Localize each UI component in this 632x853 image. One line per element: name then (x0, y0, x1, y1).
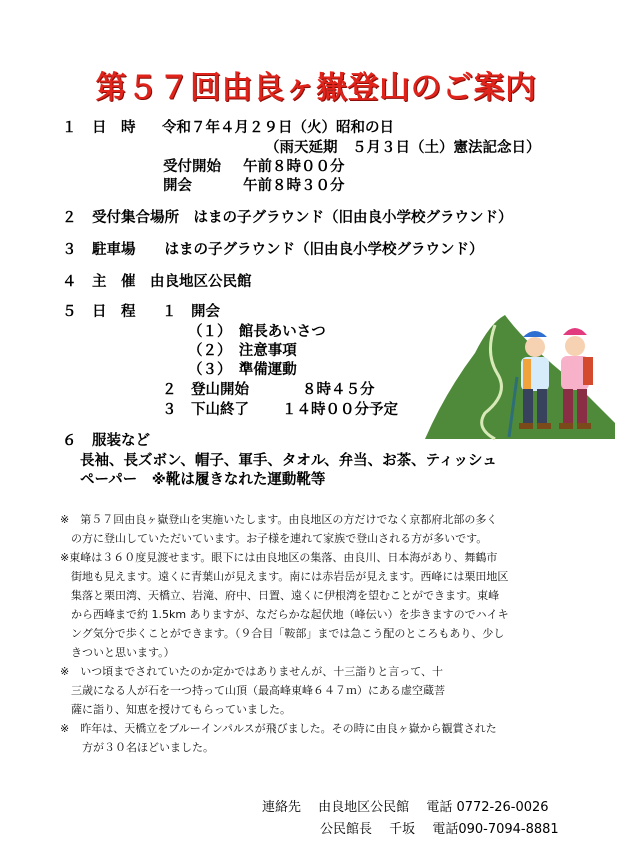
tel-label: 電話 (426, 800, 453, 815)
schedule-item-open: １ 開会 (162, 304, 220, 320)
section-organizer (62, 272, 252, 292)
schedule-sub-notes: （２） 注意事項 (188, 343, 297, 359)
opening-time: 午前８時３０分 (243, 178, 345, 194)
schedule-item-end (162, 400, 398, 420)
clothing-line-1: 長袖、長ズボン、帽子、軍手、タオル、弁当、お茶、ティッシュ (80, 453, 497, 469)
note-line: の方に登山していただいています。お子様を連れて家族で登山される方が多いです。 (60, 532, 488, 545)
section-label: 日 程 (92, 304, 136, 320)
page-title: 第５７回由良ヶ嶽登山のご案内 (95, 70, 537, 106)
section-number: ５ (62, 304, 77, 320)
end-time: １４時００分予定 (282, 402, 398, 418)
section-label: 日 時 (92, 120, 136, 136)
section-number: ２ (62, 210, 77, 226)
section-schedule (62, 302, 220, 322)
organizer-text: 主 催 由良地区公民館 (92, 274, 252, 290)
note-line: ※ 昨年は、天橋立をブルーインパルスが飛びました。その時に由良ヶ嶽から観賞された (60, 722, 497, 735)
tel-label: 電話 (432, 822, 459, 837)
person-name: 千坂 (389, 822, 416, 837)
section-parking (62, 240, 484, 260)
note-line: きついと思います。） (60, 646, 175, 659)
reception-time: 午前８時００分 (243, 159, 345, 175)
note-line: 集落と栗田湾、天橋立、岩滝、府中、日置、遠くに伊根湾を望むことができます。東峰 (60, 589, 500, 602)
section-clothing (62, 431, 150, 451)
note-line: ング気分で歩くことができます。（９合目「鞍部」までは急こう配のところもあり、少し (60, 627, 505, 640)
note-line: から西峰まで約 1.5km ありますが、なだらかな起伏地（峰伝い）を歩きますのでハイキ (60, 608, 509, 621)
reception-row (163, 157, 345, 177)
contact-line-2 (320, 818, 559, 837)
reception-label: 受付開始 (163, 159, 221, 175)
rain-date: （雨天延期 ５月３日（土）憲法記念日） (265, 140, 541, 156)
contact-org: 由良地区公民館 (318, 800, 410, 815)
contact-tel: 0772-26-0026 (456, 800, 549, 815)
end-label: ３ 下山終了 (162, 402, 249, 418)
section-label: 服装など (92, 433, 150, 449)
note-line: 薩に詣り、知恵を授けてもらっていました。 (60, 703, 291, 716)
hikers-illustration (425, 313, 615, 443)
section-number: １ (62, 120, 77, 136)
note-line: 三歳になる人が石を一つ持って山頂（最高峰東峰６４７ｍ）にある虚空蔵菩 (60, 684, 445, 697)
person-title: 公民館長 (320, 822, 373, 837)
contact-label: 連絡先 (262, 800, 302, 815)
opening-row (163, 176, 345, 196)
opening-label: 開会 (163, 178, 192, 194)
note-line: ※ いつ頃までされていたのか定かではありませんが、十三詣りと言って、十 (60, 665, 443, 678)
section-number: ６ (62, 433, 77, 449)
section-number: ３ (62, 242, 77, 258)
contact-tel-2: 090-7094-8881 (458, 822, 559, 837)
schedule-item-start (162, 380, 375, 400)
clothing-line-2: ペーパー ※靴は履きなれた運動靴等 (80, 472, 326, 488)
section-meeting-place (62, 208, 513, 228)
schedule-sub-warmup: （３） 準備運動 (188, 362, 297, 378)
section-date (62, 118, 394, 138)
note-line: 街地も見えます。遠くに青葉山が見えます。南には赤岩岳が見えます。西峰には栗田地区 (60, 570, 509, 583)
note-line: ※ 第５７回由良ヶ嶽登山を実施いたします。由良地区の方だけでなく京都府北部の多く (60, 513, 498, 526)
schedule-sub-greeting: （１） 館長あいさつ (188, 324, 326, 340)
contact-line-1 (262, 796, 549, 815)
section-number: ４ (62, 274, 77, 290)
notes-block (60, 510, 580, 757)
note-line: ※東峰は３６０度見渡せます。眼下には由良地区の集落、由良川、日本海があり、舞鶴市 (60, 551, 498, 564)
meeting-place-text: 受付集合場所 はまの子グラウンド（旧由良小学校グラウンド） (92, 210, 513, 226)
note-line: 方が３０名ほどいました。 (60, 741, 214, 754)
parking-text: 駐車場 はまの子グラウンド（旧由良小学校グラウンド） (92, 242, 484, 258)
event-date: 令和７年４月２９日（火）昭和の日 (162, 120, 394, 136)
start-label: ２ 登山開始 (162, 382, 249, 398)
start-time: ８時４５分 (302, 382, 375, 398)
